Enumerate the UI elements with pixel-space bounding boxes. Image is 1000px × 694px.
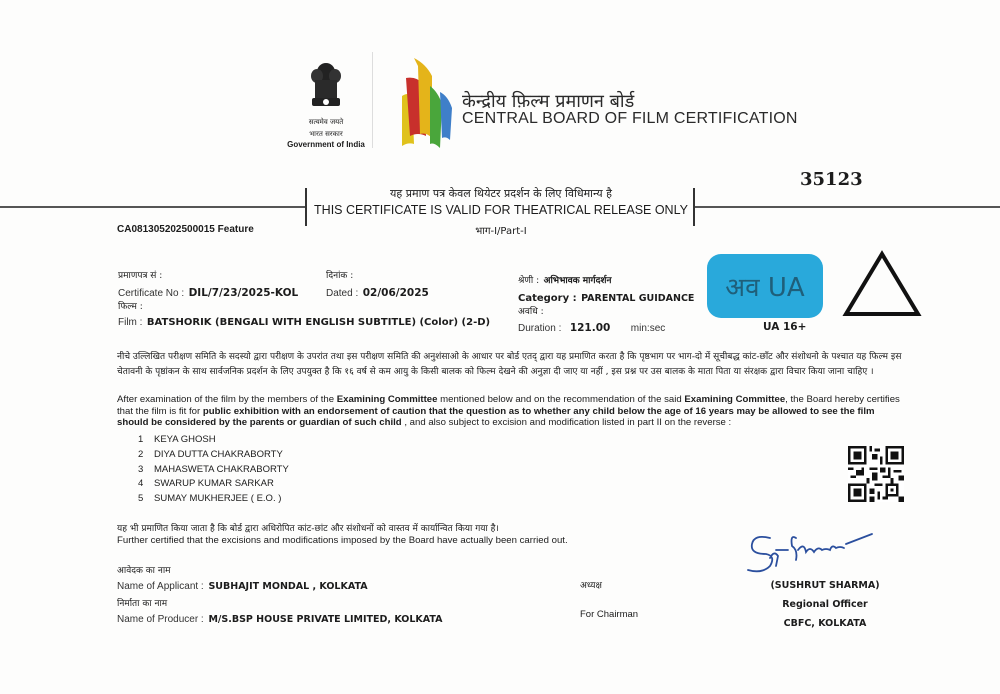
member-number: 1 [138,434,144,445]
signatory-title: Regional Officer [782,599,868,610]
film-value: BATSHORIK (BENGALI WITH ENGLISH SUBTITLE) (Color) (2-D) [146,317,491,328]
cert-no-hindi: प्रमाणपत्र सं : [118,271,163,281]
member-name: SWARUP KUMAR SARKAR [154,478,274,490]
member-number: 4 [138,478,144,490]
date-label: Dated : [326,288,359,299]
para-bold: Examining Committee [336,394,438,405]
member-name: MAHASWETA CHAKRABORTY [154,463,289,475]
duration-hindi: अवधि : [518,307,544,317]
signatory-block [770,576,880,633]
producer-value: M/S.BSP HOUSE PRIVATE LIMITED, KOLKATA [208,614,443,625]
category-row [518,288,694,306]
reference-number: CA081305202500015 Feature [117,224,254,235]
producer-label: Name of Producer : [117,614,204,625]
cert-no-label: Certificate No : [118,288,185,299]
applicant-row [117,576,368,594]
para-text: mentioned below and on the recommendation of the said [437,394,685,405]
para-bold: public exhibition with an endorsement of caution that the question as to whether any child below the age of 16 years may be allowed to see the film should be considered by the parents or guardian of such child [117,405,875,428]
emblem-english: Government of India [287,140,365,149]
emblem-hindi: भारत सरकार [309,130,343,138]
further-certified-hindi: यह भी प्रमाणित किया जाता है कि बोर्ड द्वारा अधिरोपित कांट-छांट और संशोधनों को वास्तव में कार्यान्वित किया गया है। [117,524,499,534]
list-item [118,492,289,507]
film-row [118,312,490,330]
org-name-english: CENTRAL BOARD OF FILM CERTIFICATION [462,110,798,127]
org-name-hindi: केन्द्रीय फ़िल्म प्रमाणन बोर्ड [462,91,635,112]
duration-label: Duration : [518,323,562,334]
english-certification-paragraph [117,394,907,429]
hindi-certification-paragraph: नीचे उल्लिखित परीक्षण समिति के सदस्यो द्वारा परीक्षण के उपरांत तथा इस परीक्षण समिति की अनुशंसाओ के आधार पर बोर्ड एतद् द्वारा यह प्रमाणित करता है कि पृष्ठभाग पर भाग-दो में सूचीबद्ध कांट-छाँट और संशोधनो के पश्चात यह फिल्म इस चेतावनी के पृष्ठांकन के साथ सार्वजनिक प्रदर्शन के लिए उपयुक्त है कि १६ वर्ष से कम आयु के किसी बालक को फिल्म देखने की अनुज्ञा दी जाए या नहीं , इस प्रश्न पर उस बालक के माता पिता या संरक्षक द्वारा विचार किया जाना चाहिए । [117,352,902,377]
cbfc-logo-icon [398,56,460,148]
member-name: SUMAY MUKHERJEE ( E.O. ) [154,493,282,505]
government-emblem [284,60,368,149]
producer-hindi: निर्माता का नाम [117,599,168,609]
duration-unit: min:sec [630,323,666,334]
chairman-english: For Chairman [580,609,639,620]
list-item [118,477,289,492]
rule-left-tick [305,188,307,226]
committee-list [118,433,289,507]
rating-label: UA 16+ [763,321,807,333]
header-divider [372,52,373,148]
para-text: After examination of the film by the members of the [117,394,337,405]
date-hindi: दिनांक : [326,271,354,281]
producer-row [117,609,442,627]
member-number: 2 [138,448,144,460]
member-number: 5 [138,493,144,505]
para-text: , the Board hereby certifies that the film is fit for [117,394,900,417]
list-item [118,448,289,463]
ashoka-emblem-icon [306,60,346,112]
category-label: Category : [518,293,577,304]
list-item [118,433,289,448]
part-label: भाग-I/Part-I [475,226,527,237]
para-text: , and also subject to excision and modification listed in part II on the reverse : [401,417,732,428]
date-row [326,283,429,301]
category-hindi-row [518,270,611,288]
film-hindi: फिल्म : [118,302,143,312]
duration-row [518,318,665,336]
member-name: DIYA DUTTA CHAKRABORTY [154,448,283,460]
rating-badge: अव UA [707,254,823,318]
member-name: KEYA GHOSH [154,434,216,445]
qr-code-icon [848,446,904,502]
category-hindi-value: अभिभावक मार्गदर्शन [543,276,612,286]
para-bold: Examining Committee [684,394,786,405]
cert-no-value: DIL/7/23/2025-KOL [188,287,299,299]
applicant-label: Name of Applicant : [117,581,204,592]
list-item [118,463,289,478]
applicant-hindi: आवेदक का नाम [117,566,171,576]
validity-hindi: यह प्रमाण पत्र केवल थियेटर प्रदर्शन के लिए विधिमान्य है [390,187,612,200]
cert-no-row [118,283,298,301]
validity-english: THIS CERTIFICATE IS VALID FOR THEATRICAL RELEASE ONLY [314,203,688,217]
film-label: Film : [118,317,143,328]
applicant-value: SUBHAJIT MONDAL , KOLKATA [208,581,368,592]
rule-right-tick [693,188,695,226]
warning-triangle-icon [842,250,922,318]
category-value: PARENTAL GUIDANCE [581,293,695,304]
duration-value: 121.00 [569,322,611,334]
chairman-hindi: अध्यक्ष [580,581,602,591]
signature-icon [740,520,890,580]
certificate-serial-number: 35123 [800,169,863,190]
further-certified-english: Further certified that the excisions and modifications imposed by the Board have actually been carried out. [117,535,568,546]
category-hindi-label: श्रेणी : [518,276,540,286]
rule-left [0,206,306,208]
emblem-motto: सत्यमेव जयते [308,118,344,126]
validity-notice [310,186,692,237]
rule-right [694,206,1000,208]
signatory-office: CBFC, KOLKATA [783,618,867,629]
signatory-name: (SUSHRUT SHARMA) [770,580,880,591]
date-value: 02/06/2025 [362,287,429,299]
member-number: 3 [138,463,144,475]
